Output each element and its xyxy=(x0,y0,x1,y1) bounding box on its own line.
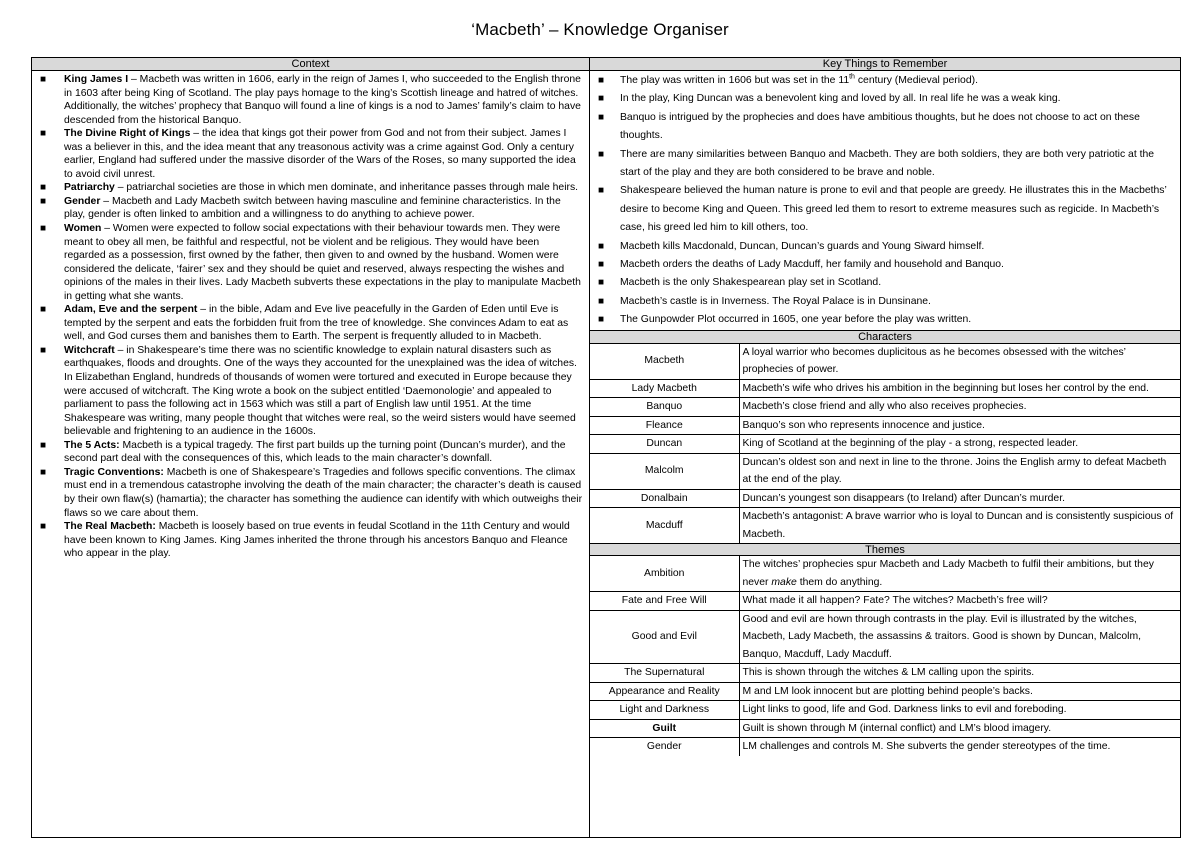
context-item xyxy=(32,466,583,520)
context-item-heading: Witchcraft xyxy=(64,344,115,356)
bullet-icon: ■ xyxy=(40,466,47,478)
page-title: ‘Macbeth’ – Knowledge Organiser xyxy=(471,20,729,39)
character-name: Donalbain xyxy=(590,489,739,508)
theme-text: them do anything. xyxy=(796,576,883,588)
context-item-text: – Macbeth was written in 1606, early in the reign of James I, who succeeded to the English throne in 1603 after being King of Scotland. The play pays homage to the king’s Scottish lineage and hatred of witches. Additionally, the witches’ prophecy that Banquo will found a line of kings is a nod to James’ family’s claim to have descended from the historical Banquo. xyxy=(64,74,581,126)
theme-name: Fate and Free Will xyxy=(590,592,739,611)
theme-name: Guilt xyxy=(590,719,739,738)
bullet-icon: ■ xyxy=(40,182,47,194)
theme-description: Light links to good, life and God. Darkness links to evil and foreboding. xyxy=(739,701,1180,720)
theme-name: Appearance and Reality xyxy=(590,682,739,701)
bullet-icon: ■ xyxy=(598,240,605,252)
key-item-text: Macbeth is the only Shakespearean play set in Scotland. xyxy=(620,277,882,289)
key-item-text: The Gunpowder Plot occurred in 1605, one year before the play was written. xyxy=(620,314,972,326)
theme-name: Ambition xyxy=(590,556,739,592)
context-item-text: Macbeth is loosely based on true events in feudal Scotland in the 11th Century and would have been known to King James. King James inherited the throne through his ancestors Banquo and Fleance who appear in the play. xyxy=(64,521,570,560)
bullet-icon: ■ xyxy=(598,111,605,123)
table-row xyxy=(590,379,1180,398)
theme-description: M and LM look innocent but are plotting behind people’s backs. xyxy=(739,682,1180,701)
context-item-text: – Women were expected to follow social expectations with their behaviour towards men. They were meant to obey all men, be faithful and respectful, not be violent and be religious. They would have been regarded as a possession, first owned by the father, then given to and owned by the husband. Women were considered the delicate, ‘fairer’ sex and they should be quiet and reserved, always respecting the wishes and opinions of the males in their lives. Lady Macbeth subverts these expectations in the play to manipulate Macbeth in getting what she wants. xyxy=(64,223,581,302)
key-item-text: Banquo is intrigued by the prophecies and does have ambitious thoughts, but he does not choose to act on these thoughts. xyxy=(620,111,1140,142)
context-item xyxy=(32,195,583,222)
theme-name: Light and Darkness xyxy=(590,701,739,720)
context-item xyxy=(32,222,583,303)
key-item-text: In the play, King Duncan was a benevolent king and loved by all. In real life he was a weak king. xyxy=(620,93,1061,105)
theme-description: LM challenges and controls M. She subverts the gender stereotypes of the time. xyxy=(742,741,1111,753)
bullet-icon: ■ xyxy=(598,277,605,289)
table-row xyxy=(590,664,1180,683)
context-item-heading: Gender xyxy=(64,195,101,207)
superscript: th xyxy=(849,73,855,81)
bullet-icon: ■ xyxy=(40,521,47,533)
key-item xyxy=(590,274,1174,292)
table-row xyxy=(590,592,1180,611)
theme-description: Good and evil are hown through contrasts in the play. Evil is illustrated by the witches, Macbeth, Lady Macbeth, the assassins & traitors. Good is shown by Duncan, Malcolm, Banquo, Macduff, Lady Macduff. xyxy=(739,610,1180,664)
table-row xyxy=(590,489,1180,508)
right-column xyxy=(590,58,1180,837)
context-item xyxy=(32,303,583,344)
character-name: Macduff xyxy=(590,508,739,544)
context-item-heading: King James I xyxy=(64,74,129,85)
context-item xyxy=(32,520,583,561)
context-item xyxy=(32,439,583,466)
theme-name: Gender xyxy=(590,738,739,756)
organiser-frame xyxy=(31,57,1181,838)
theme-emphasis: make xyxy=(771,576,797,588)
context-item-heading: Patriarchy xyxy=(64,182,115,194)
context-item-heading: The Divine Right of Kings xyxy=(64,128,191,140)
key-item xyxy=(590,146,1174,183)
key-item xyxy=(590,311,1174,329)
bullet-icon: ■ xyxy=(598,148,605,160)
bullet-icon: ■ xyxy=(40,344,47,356)
context-item xyxy=(32,181,583,195)
context-item-text: – the idea that kings got their power from God and not from their subject. James I was a believer in this, and the idea meant that any treasonous activity was a crime against God. Only a century earlier, England had suffered under the massive disorder of the Wars of the Roses, so many supported the idea to avoid civil unrest. xyxy=(64,128,576,180)
bullet-icon: ■ xyxy=(40,304,47,316)
table-row xyxy=(590,738,1180,756)
bullet-icon: ■ xyxy=(598,93,605,105)
context-item xyxy=(32,127,583,181)
key-item xyxy=(590,238,1174,256)
bullet-icon: ■ xyxy=(40,439,47,451)
theme-name: The Supernatural xyxy=(590,664,739,683)
theme-description: Guilt is shown through M (internal conflict) and LM’s blood imagery. xyxy=(739,719,1180,738)
context-item-heading: Women xyxy=(64,223,102,235)
context-list xyxy=(32,71,589,561)
table-row xyxy=(590,344,1180,380)
theme-description: What made it all happen? Fate? The witches? Macbeth’s free will? xyxy=(739,592,1180,611)
table-row xyxy=(590,435,1180,454)
bullet-icon: ■ xyxy=(598,185,605,197)
context-item-text: – in Shakespeare’s time there was no scientific knowledge to explain natural disasters such as earthquakes, floods and droughts. One of the ways they accounted for the unexplained was the idea of witches. In Elizabethan England, hundreds of thousands of women were tortured and executed in Europe because they were accused of witchcraft. The King wrote a book on the subject entitled ‘Daemonologie’ and appealed to parliament to pass the following act in 1563 which was still a part of English law until 1951. At the time Shakespeare was writing, many people thought that witches were real, so the weird sisters would have seemed believable and frightening to an audience in the 1600s. xyxy=(64,344,577,438)
bullet-icon: ■ xyxy=(40,195,47,207)
table-row xyxy=(590,556,1180,592)
bullet-icon: ■ xyxy=(598,295,605,307)
table-row xyxy=(590,719,1180,738)
context-item-text: Macbeth is a typical tragedy. The first part builds up the turning point (Duncan’s murder), and the second part deal with the consequences of this, which leads to the main character’s downfall. xyxy=(64,439,566,465)
key-list xyxy=(590,71,1180,331)
context-item xyxy=(32,73,583,127)
character-name: Fleance xyxy=(590,416,739,435)
character-name: Malcolm xyxy=(590,453,739,489)
character-description: Duncan’s youngest son disappears (to Ireland) after Duncan’s murder. xyxy=(739,489,1180,508)
characters-table xyxy=(590,344,1180,544)
theme-text: The witches’ prophecies spur Macbeth and Lady Macbeth to fulfil their ambitions, but they never xyxy=(742,559,1154,588)
character-name: Lady Macbeth xyxy=(590,379,739,398)
context-item-heading: The Real Macbeth: xyxy=(64,521,156,533)
table-row xyxy=(590,453,1180,489)
context-header: Context xyxy=(32,58,589,71)
theme-name: Good and Evil xyxy=(590,610,739,664)
themes-header: Themes xyxy=(590,543,1180,556)
key-item-text: Macbeth orders the deaths of Lady Macduff, her family and household and Banquo. xyxy=(620,259,1004,271)
character-description: Macbeth’s wife who drives his ambition in the beginning but loses her control by the end. xyxy=(739,379,1180,398)
character-name: Banquo xyxy=(590,398,739,417)
character-description: King of Scotland at the beginning of the play - a strong, respected leader. xyxy=(739,435,1180,454)
key-item xyxy=(590,293,1174,311)
context-item-text: – patriarchal societies are those in which men dominate, and inheritance passes through male heirs. xyxy=(114,182,579,194)
theme-description: This is shown through the witches & LM calling upon the spirits. xyxy=(739,664,1180,683)
key-item xyxy=(590,90,1174,108)
bullet-icon: ■ xyxy=(598,314,605,326)
key-item xyxy=(590,256,1174,274)
context-column xyxy=(32,58,590,837)
character-description: A loyal warrior who becomes duplicitous as he becomes obsessed with the witches’ prophecies of power. xyxy=(739,344,1180,380)
table-row xyxy=(590,416,1180,435)
character-description: Banquo’s son who represents innocence and justice. xyxy=(739,416,1180,435)
context-item-heading: The 5 Acts: xyxy=(64,439,120,451)
key-item-text: Macbeth kills Macdonald, Duncan, Duncan’s guards and Young Siward himself. xyxy=(620,240,985,252)
bullet-icon: ■ xyxy=(598,259,605,271)
bullet-icon: ■ xyxy=(40,128,47,140)
character-name: Duncan xyxy=(590,435,739,454)
key-header: Key Things to Remember xyxy=(590,58,1180,71)
bullet-icon: ■ xyxy=(40,223,47,235)
key-item-text: Macbeth’s castle is in Inverness. The Royal Palace is in Dunsinane. xyxy=(620,295,931,307)
key-item xyxy=(590,182,1174,237)
table-row xyxy=(590,701,1180,720)
key-item-text: There are many similarities between Banquo and Macbeth. They are both soldiers, they are both very patriotic at the start of the play and they are both considered to be brave and noble. xyxy=(620,148,1155,179)
context-item-text: – in the bible, Adam and Eve live peacefully in the Garden of Eden until Eve is tempted by the serpent and eats the forbidden fruit from the tree of knowledge. She convinces Adam to eat as well, and God curses them and banishes them to Earth. The serpent is frequently alluded to in Macbeth. xyxy=(64,304,569,343)
context-item xyxy=(32,344,583,439)
character-description: Macbeth’s antagonist: A brave warrior who is loyal to Duncan and is consistently suspicious of Macbeth. xyxy=(742,511,1174,540)
key-item-text: Shakespeare believed the human nature is prone to evil and that people are greedy. He illustrates this in the Macbeths’ desire to become King and Queen. This greed led them to resort to extreme measures such as regicide. In Macbeth’s case, his greed led him to kill others, too. xyxy=(620,185,1167,234)
bullet-icon: ■ xyxy=(40,74,47,85)
context-item-text: Macbeth is one of Shakespeare’s Tragedies and follows specific conventions. The climax must end in a tremendous catastrophe involving the death of the main character; the character’s death is caused by their own flaw(s) (hamartia); the character has something the audience can identify with which outweighs their flaws so we care about them. xyxy=(64,466,583,519)
context-item-heading: Tragic Conventions: xyxy=(64,466,164,478)
key-item-text: The play was written in 1606 but was set in the 11 xyxy=(620,75,850,86)
context-item-heading: Adam, Eve and the serpent xyxy=(64,304,198,316)
characters-header: Characters xyxy=(590,331,1180,344)
table-row xyxy=(590,398,1180,417)
table-row xyxy=(590,610,1180,664)
bullet-icon: ■ xyxy=(598,75,605,86)
character-description: Duncan’s oldest son and next in line to the throne. Joins the English army to defeat Macbeth at the end of the play. xyxy=(739,453,1180,489)
key-item xyxy=(590,109,1174,146)
context-item-text: – Macbeth and Lady Macbeth switch between having masculine and feminine characteristics. In the play, gender is often linked to ambition and a willingness to do anything to achieve power. xyxy=(64,195,561,221)
table-row xyxy=(590,508,1180,544)
character-description: Macbeth’s close friend and ally who also receives prophecies. xyxy=(739,398,1180,417)
table-row xyxy=(590,682,1180,701)
character-name: Macbeth xyxy=(590,344,739,380)
themes-table xyxy=(590,556,1180,756)
theme-description xyxy=(739,556,1180,592)
key-item-text: century (Medieval period). xyxy=(854,75,978,86)
key-item xyxy=(590,72,1174,90)
